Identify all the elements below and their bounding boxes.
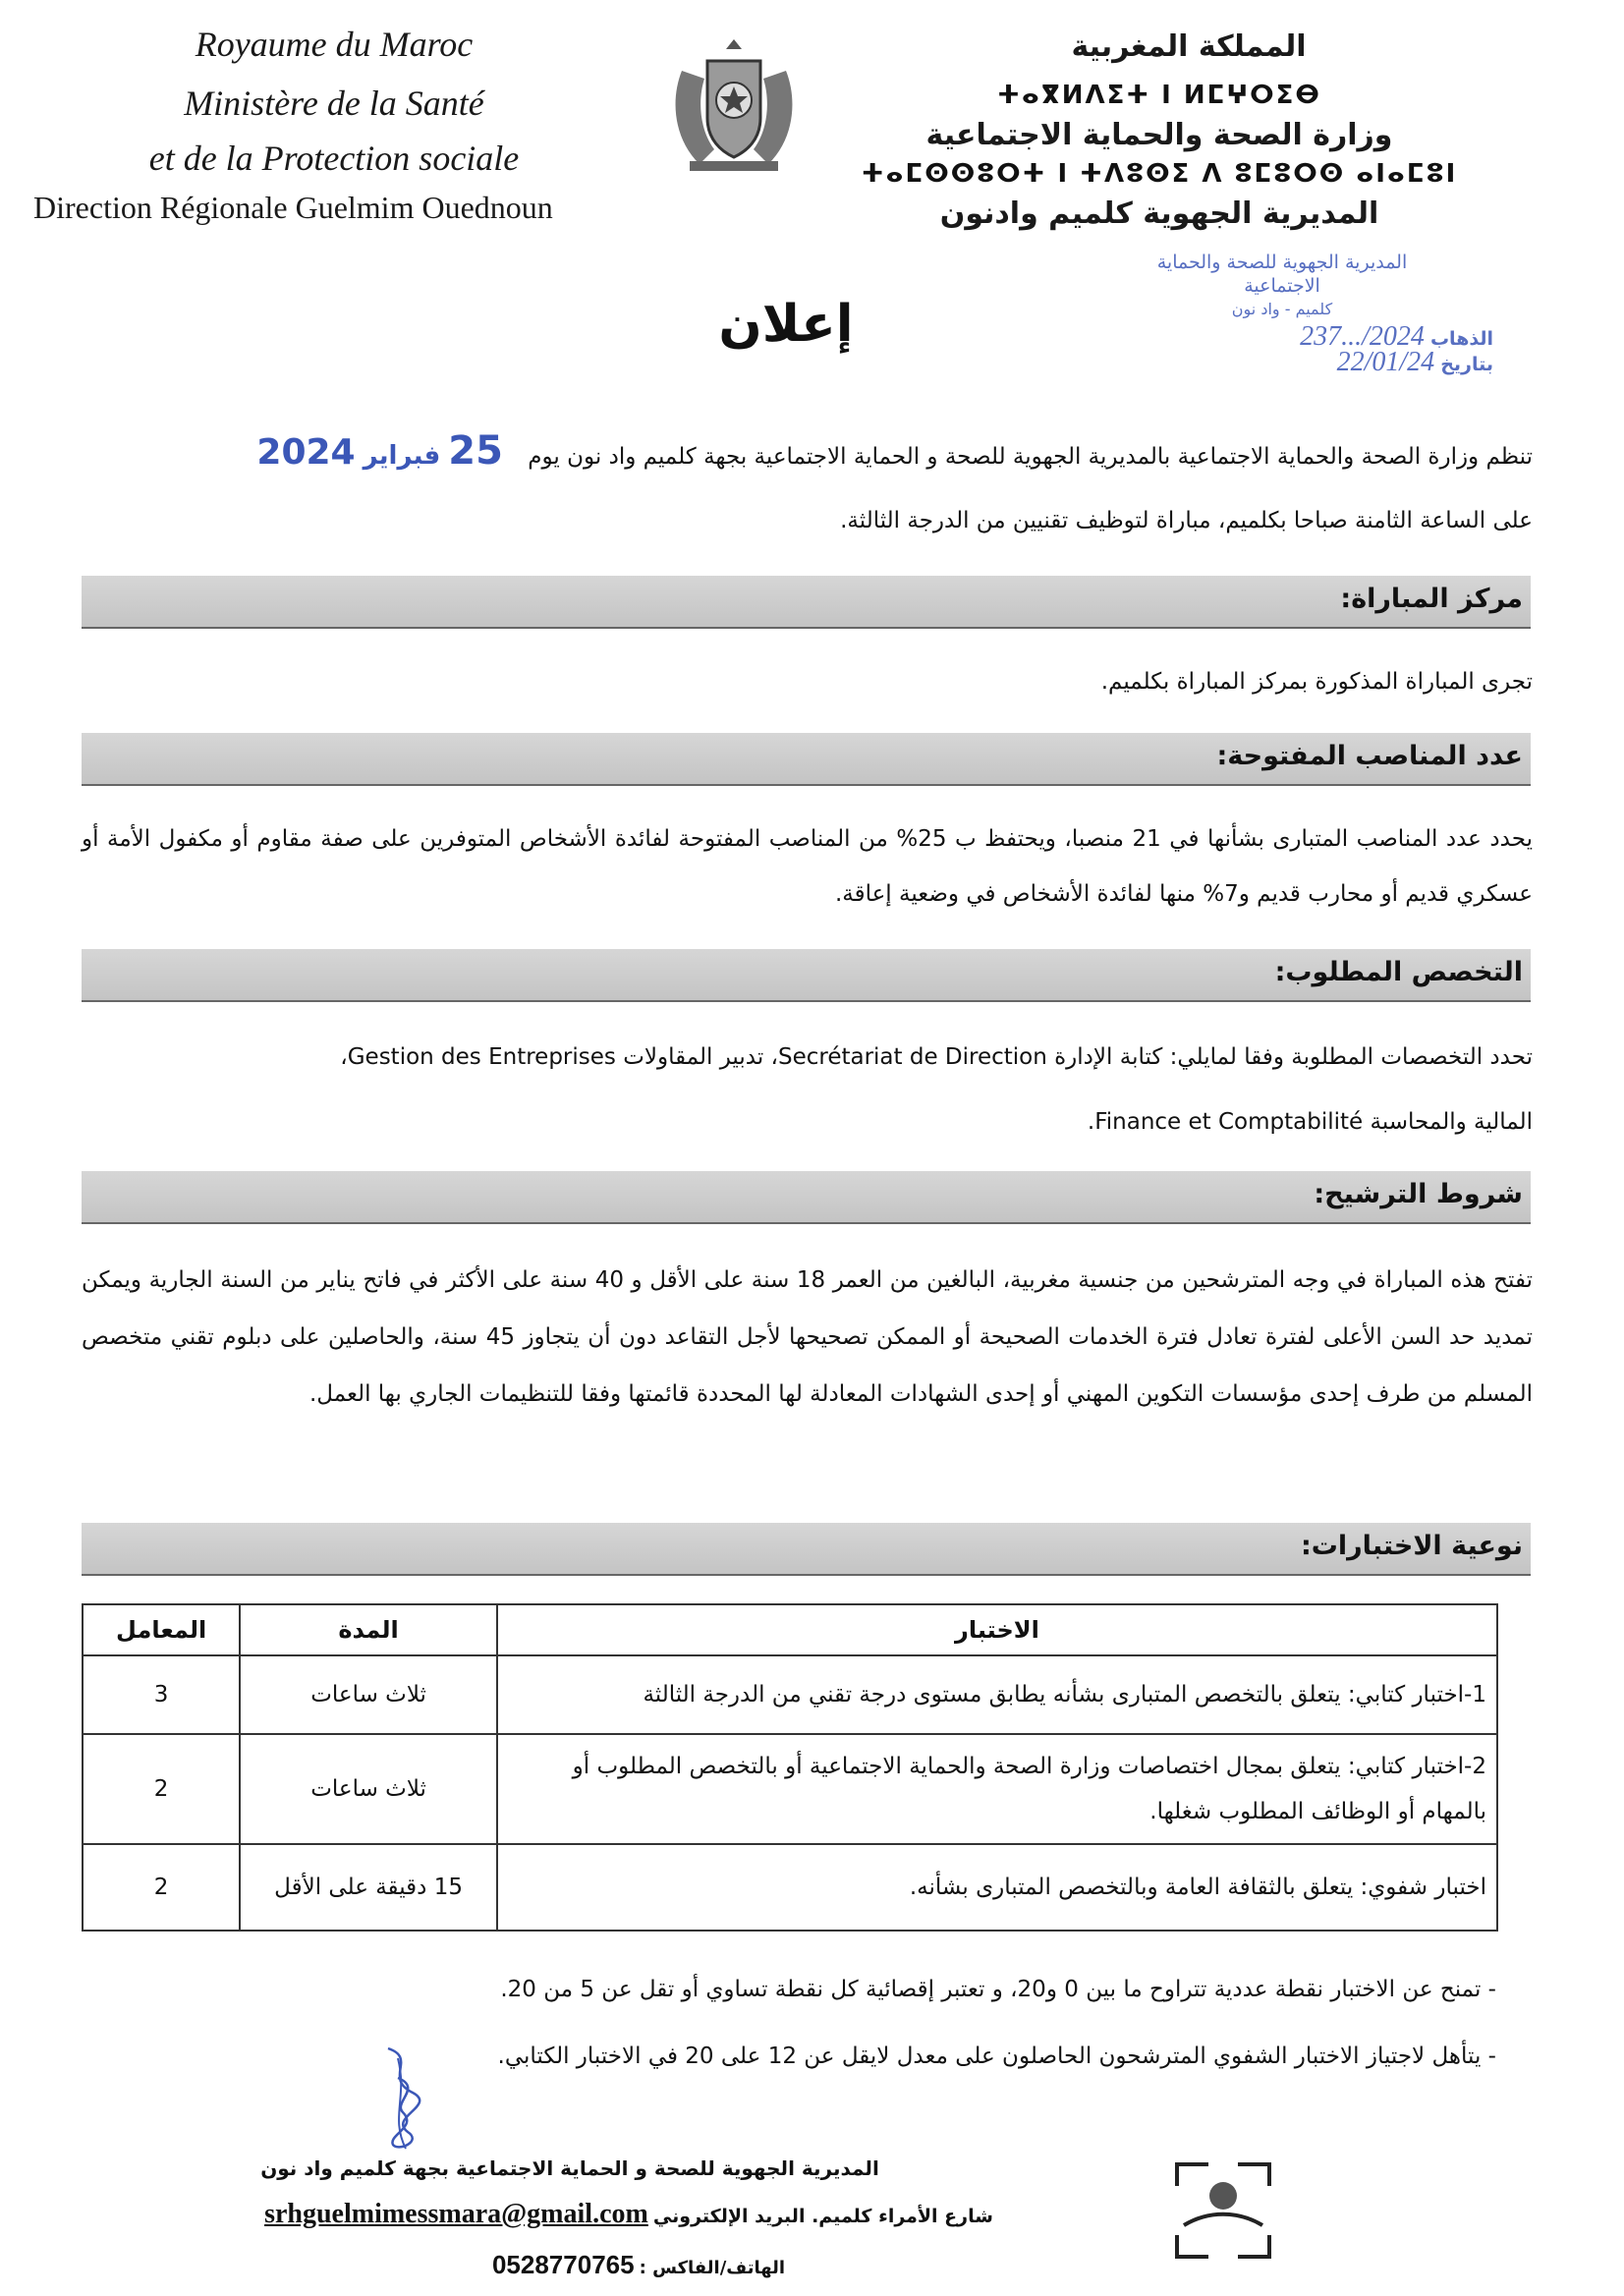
footer-phone: 0528770765 <box>491 2250 635 2279</box>
note-2: - يتأهل لاجتياز الاختبار الشفوي المترشحون الحاصلون على معدل لايقل عن 12 على 20 في الاختبار الكتابي. <box>497 2044 1496 2069</box>
duration-cell: ثلاث ساعات <box>240 1734 497 1844</box>
test-cell: 1-اختبار كتابي: يتعلق بالتخصص المتبارى بشأنه يطابق مستوى درجة تقني من الدرجة الثالثة <box>497 1655 1497 1734</box>
footer-contact <box>187 2199 1071 2230</box>
section-band-center <box>82 576 1531 629</box>
reception-stamp <box>1071 251 1493 376</box>
tests-header-duration: المدة <box>240 1604 497 1655</box>
stamp-out-label: الذهاب <box>1429 328 1493 350</box>
note-1: - تمنح عن الاختبار نقطة عددية تتراوح ما بين 0 و20، و تعتبر إقصائية كل نقطة تساوي أو تقل عن 5 من 20. <box>500 1977 1496 2002</box>
section-band-specialty <box>82 949 1531 1002</box>
test-cell: اختبار شفوي: يتعلق بالثقافة العامة وبالتخصص المتبارى بشأنه. <box>497 1844 1497 1931</box>
signature-icon <box>368 2039 447 2156</box>
tests-table-header-row <box>83 1604 1497 1655</box>
section-title-tests: نوعية الاختبارات: <box>1300 1531 1523 1561</box>
section-text-specialty-line2: المالية والمحاسبة Finance et Comptabilité. <box>1087 1109 1533 1135</box>
intro-date-month: فبراير <box>363 441 441 471</box>
footer-phone-label: الهاتف/الفاكس : <box>639 2258 786 2278</box>
header-fr-line3: et de la Protection sociale <box>148 139 520 178</box>
header-tif-line2: ⵜⴰⵎⵙⵙⵓⵔⵜ ⵏ ⵜⴷⵓⵙⵉ ⴷ ⵓⵎⵓⵔⵙ ⴰⵏⴰⵎⵓⵏ <box>861 159 1458 189</box>
intro-date-day: 25 <box>448 428 503 474</box>
tests-header-coef: المعامل <box>83 1604 240 1655</box>
section-text-specialty-line1: تحدد التخصصات المطلوبة وفقا لمايلي: كتابة الإدارة Secrétariat de Direction، تدبير المقاولات Gestion des Entreprises، <box>340 1044 1533 1070</box>
ministry-logo-icon <box>1169 2156 1277 2265</box>
intro-line2: على الساعة الثامنة صباحا بكلميم، مباراة لتوظيف تقنيين من الدرجة الثالثة. <box>840 508 1533 533</box>
tests-table <box>82 1603 1498 1932</box>
intro-date-year: 2024 <box>256 432 356 473</box>
section-text-conditions: تفتح هذه المباراة في وجه المترشحين من جنسية مغربية، البالغين من العمر 18 سنة على الأقل و 40 سنة على الأكثر في فاتح يناير من السنة الجارية ويمكن تمديد حد السن الأعلى لفترة تعادل فترة الخدمات الصحيحة أو الممكن تصحيحها لأجل التقاعد دون أن يتجاوز 45 سنة، والحاصلين على دبلوم تقني متخصص المسلم من طرف إحدى مؤسسات التكوين المهني أو إحدى الشهادات المعادلة لها المحددة قائمتها وفقا للتنظيمات الجاري بها العمل. <box>82 1267 1533 1407</box>
stamp-line3: كلميم - واد نون <box>1231 300 1333 318</box>
intro-line1: تنظم وزارة الصحة والحماية الاجتماعية بالمديرية الجهوية للصحة و الحماية الاجتماعية بجهة كلميم واد نون يوم <box>528 444 1533 470</box>
duration-cell: 15 دقيقة على الأقل <box>240 1844 497 1931</box>
table-row <box>83 1734 1497 1844</box>
table-row <box>83 1844 1497 1931</box>
page-title: إعلان <box>718 295 854 354</box>
duration-cell: ثلاث ساعات <box>240 1655 497 1734</box>
header-fr-line1: Royaume du Maroc <box>195 25 474 64</box>
section-title-conditions: شروط الترشيح: <box>1314 1179 1523 1209</box>
intro-line1-wrap <box>88 428 1533 479</box>
moroccan-coat-of-arms-icon <box>660 31 808 179</box>
coef-cell: 3 <box>83 1655 240 1734</box>
header-fr-direction: Direction Régionale Guelmim Ouednoun <box>33 190 553 225</box>
section-text-posts: يحدد عدد المناصب المتبارى بشأنها في 21 منصبا، ويحتفظ ب 25% من المناصب المفتوحة لفائدة الأشخاص المتوفرين على صفة مقاوم أو مكفول الأمة أو عسكري قديم أو محارب قديم و7% منها لفائدة الأشخاص في وضعية إعاقة. <box>82 826 1533 907</box>
footer-phone-wrap <box>432 2250 845 2280</box>
section-band-posts <box>82 733 1531 786</box>
test-cell: 2-اختبار كتابي: يتعلق بمجال اختصاصات وزارة الصحة والحماية الاجتماعية أو بالتخصص المطلوب أو بالمهام أو الوظائف المطلوب شغلها. <box>497 1734 1497 1844</box>
section-title-posts: عدد المناصب المفتوحة: <box>1216 741 1523 771</box>
footer-direction: المديرية الجهوية للصحة و الحماية الاجتماعية بجهة كلميم واد نون <box>260 2156 879 2180</box>
header-fr-line2: Ministère de la Santé <box>184 84 484 123</box>
intro-date <box>256 428 503 474</box>
coef-cell: 2 <box>83 1734 240 1844</box>
stamp-date-label: بتاريخ <box>1440 354 1493 375</box>
section-band-conditions <box>82 1171 1531 1224</box>
section-title-specialty: التخصص المطلوب: <box>1274 957 1523 987</box>
header-tif-line1: ⵜⴰⴳⵍⴷⵉⵜ ⵏ ⵍⵎⵖⵔⵉⴱ <box>997 81 1321 110</box>
header-ar-line1: المملكة المغربية <box>1071 29 1307 64</box>
tests-header-test: الاختبار <box>497 1604 1497 1655</box>
section-band-tests <box>82 1523 1531 1576</box>
table-row <box>83 1655 1497 1734</box>
stamp-out-value: 2024/...237 <box>1300 321 1425 352</box>
coef-cell: 2 <box>83 1844 240 1931</box>
section-text-center: تجرى المباراة المذكورة بمركز المباراة بكلميم. <box>1100 669 1533 695</box>
section-title-center: مركز المباراة: <box>1340 584 1523 614</box>
footer-email[interactable]: srhguelmimessmara@gmail.com <box>264 2199 648 2229</box>
header-ar-line2: وزارة الصحة والحماية الاجتماعية <box>925 118 1393 152</box>
header-ar-line3: المديرية الجهوية كلميم وادنون <box>939 196 1379 231</box>
stamp-line1: المديرية الجهوية للصحة والحماية <box>1156 252 1408 273</box>
footer-address: شارع الأمراء كلميم. البريد الإلكتروني <box>652 2206 993 2227</box>
stamp-date-value: 22/01/24 <box>1336 347 1435 377</box>
stamp-line2: الاجتماعية <box>1244 275 1320 297</box>
